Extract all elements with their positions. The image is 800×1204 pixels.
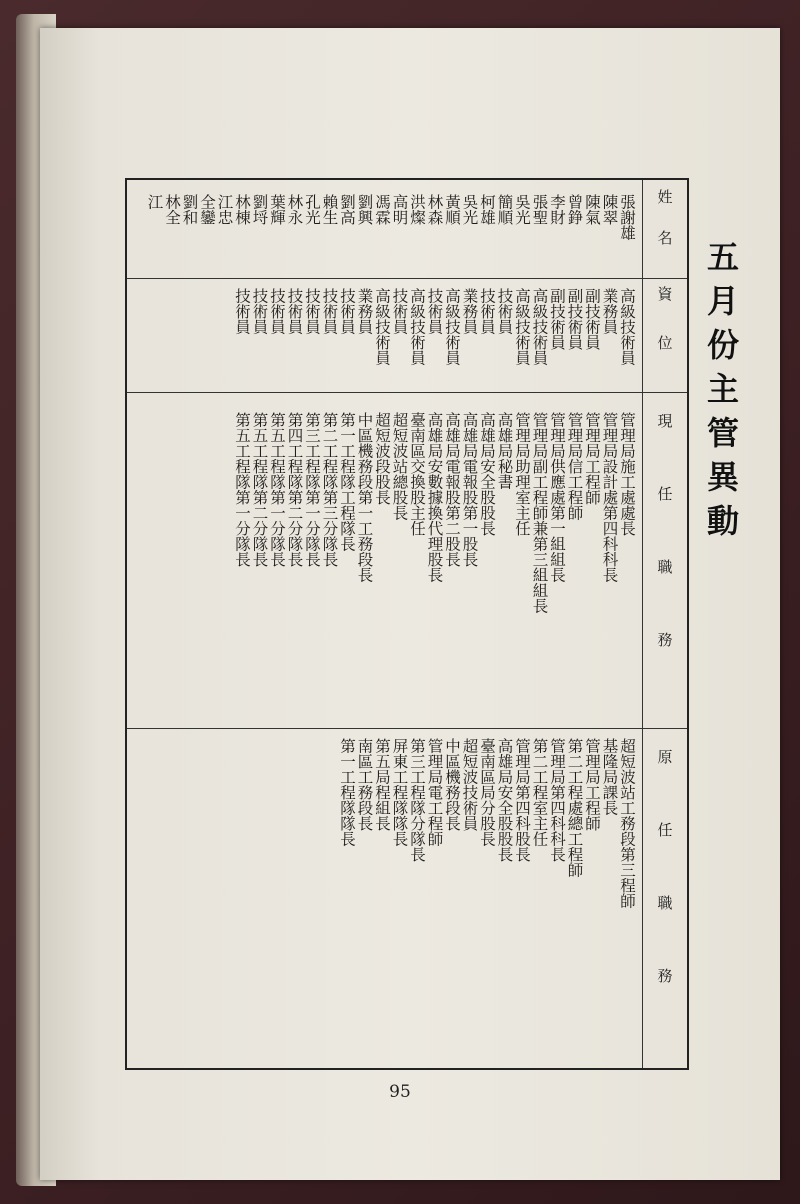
name-entry: 全鑾 (198, 194, 216, 225)
current-post-entry: 管理局工程師 (583, 412, 601, 505)
rank-entry: 技術員 (495, 288, 514, 335)
rank-entry: 副技術員 (548, 288, 566, 350)
former-post-entry: 中區機務段長 (443, 738, 461, 831)
name-entry: 張聖 (530, 194, 549, 225)
rank-entry: 業務員 (355, 288, 374, 335)
name-entry: 高明 (390, 194, 409, 225)
current-post-entry: 中區機務段第一工務段長 (355, 412, 374, 583)
former-post-entry: 超短波站工務段第三程師 (618, 738, 636, 909)
header-sep-2 (643, 392, 687, 393)
header-sep-3 (643, 728, 687, 729)
current-post-entry: 第二工程隊第三分隊長 (320, 412, 339, 567)
name-entry: 劉高 (338, 194, 356, 225)
page-title: 五月份主管異動 (702, 240, 740, 548)
name-entry: 黃順 (443, 194, 461, 225)
rank-entry: 技術員 (390, 288, 409, 335)
rank-entry: 技術員 (250, 288, 269, 335)
former-post-entry: 第五局程組長 (373, 738, 391, 831)
current-post-entry: 第五工程隊第二分隊長 (250, 412, 269, 567)
current-post-entry: 管理局施工處處長 (618, 412, 636, 536)
former-posts-section (338, 738, 636, 909)
name-entry: 吳光 (460, 194, 479, 225)
former-post-entry: 第二工程室主任 (530, 738, 549, 847)
name-entry: 陳翠 (600, 194, 619, 225)
former-post-entry: 南區工務段長 (355, 738, 374, 831)
former-post-entry: 高雄局安全股股長 (495, 738, 514, 862)
name-entry: 葉輝 (268, 194, 286, 225)
rank-entry: 高級技術員 (530, 288, 549, 366)
header-current-label: 現任職務 (655, 413, 674, 705)
rank-entry: 高級技術員 (443, 288, 461, 366)
name-entry: 江忠 (215, 194, 234, 225)
rank-entry: 技術員 (233, 288, 251, 335)
current-post-entry: 第一工程隊工程隊長 (338, 412, 356, 552)
name-entry: 柯雄 (478, 194, 496, 225)
row-divider-ranks (127, 392, 642, 393)
name-entry: 劉興 (355, 194, 374, 225)
name-entry: 陳氣 (583, 194, 601, 225)
name-entry: 李財 (548, 194, 566, 225)
current-post-entry: 超短波站總股長 (390, 412, 409, 521)
current-post-entry: 第四工程隊第二分隊長 (285, 412, 304, 567)
personnel-table (125, 178, 689, 1070)
name-entry: 馮霖 (373, 194, 391, 225)
rank-entry: 技術員 (303, 288, 321, 335)
header-name (643, 184, 687, 276)
current-post-entry: 高雄局電報股第一股長 (460, 412, 479, 567)
header-former (643, 730, 687, 1060)
former-post-entry: 基隆局課長 (600, 738, 619, 816)
current-post-entry: 超短波段股長 (373, 412, 391, 505)
current-post-entry: 第五工程隊第一分隊長 (233, 412, 251, 567)
ranks-section (233, 288, 636, 366)
rank-entry: 技術員 (478, 288, 496, 335)
header-rank (643, 280, 687, 390)
name-entry: 林全 (163, 194, 181, 225)
current-post-entry: 第五工程隊第一分隊長 (268, 412, 286, 567)
row-divider-current (127, 728, 642, 729)
rank-entry: 副技術員 (583, 288, 601, 350)
rank-entry: 高級技術員 (373, 288, 391, 366)
name-entry: 洪燦 (408, 194, 426, 225)
current-post-entry: 高雄局安全股股長 (478, 412, 496, 536)
rank-entry: 高級技術員 (513, 288, 531, 366)
current-post-entry: 臺南區交換股主任 (408, 412, 426, 536)
rank-entry: 技術員 (425, 288, 444, 335)
current-post-entry: 管理局副工程師兼第三組組長 (530, 412, 549, 614)
former-post-entry: 第一工程隊隊長 (338, 738, 356, 847)
names-section (145, 194, 635, 241)
name-entry: 簡順 (495, 194, 514, 225)
former-post-entry: 臺南區局分股長 (478, 738, 496, 847)
former-post-entry: 屏東工程隊隊長 (390, 738, 409, 847)
name-entry: 曾錚 (565, 194, 584, 225)
rank-entry: 技術員 (268, 288, 286, 335)
current-post-entry: 高雄局秘書 (495, 412, 514, 490)
rank-entry: 高級技術員 (408, 288, 426, 366)
current-post-entry: 高雄局電報股第二股長 (443, 412, 461, 567)
name-entry: 林森 (425, 194, 444, 225)
rank-entry: 業務員 (600, 288, 619, 335)
current-post-entry: 第三工程隊第一分隊長 (303, 412, 321, 567)
rank-entry: 技術員 (338, 288, 356, 335)
page-number: 95 (389, 1082, 411, 1102)
rank-entry: 副技術員 (565, 288, 584, 350)
header-name-label: 姓名 (655, 189, 674, 271)
former-post-entry: 管理局第四科科長 (548, 738, 566, 862)
former-post-entry: 第二工程處總工程師 (565, 738, 584, 878)
current-post-entry: 管理局供應處第一組組長 (548, 412, 566, 583)
rank-entry: 高級技術員 (618, 288, 636, 366)
rank-entry: 業務員 (460, 288, 479, 335)
row-divider-names (127, 278, 642, 279)
former-post-entry: 管理局電工程師 (425, 738, 444, 847)
former-post-entry: 管理局工程師 (583, 738, 601, 831)
name-entry: 賴生 (320, 194, 339, 225)
current-post-entry: 管理局設計處第四科科長 (600, 412, 619, 583)
current-posts-section (233, 412, 636, 614)
header-former-label: 原任職務 (655, 749, 674, 1041)
former-post-entry: 第三工程隊分隊長 (408, 738, 426, 862)
header-rank-label: 資位 (655, 286, 674, 384)
name-entry: 林棟 (233, 194, 251, 225)
name-entry: 林永 (285, 194, 304, 225)
header-current (643, 394, 687, 724)
name-entry: 劉埒 (250, 194, 269, 225)
header-sep-1 (643, 278, 687, 279)
name-entry: 孔光 (303, 194, 321, 225)
rank-entry: 技術員 (320, 288, 339, 335)
current-post-entry: 管理局助理室主任 (513, 412, 531, 536)
rank-entry: 技術員 (285, 288, 304, 335)
former-post-entry: 管理局第四科股長 (513, 738, 531, 862)
former-post-entry: 超短波技術員 (460, 738, 479, 831)
current-post-entry: 高雄局安數據換代理股長 (425, 412, 444, 583)
name-entry: 吳光 (513, 194, 531, 225)
name-entry: 張謝雄 (618, 194, 636, 241)
name-entry: 劉和 (180, 194, 199, 225)
current-post-entry: 管理局信工程師 (565, 412, 584, 521)
name-entry: 江 (145, 194, 164, 210)
